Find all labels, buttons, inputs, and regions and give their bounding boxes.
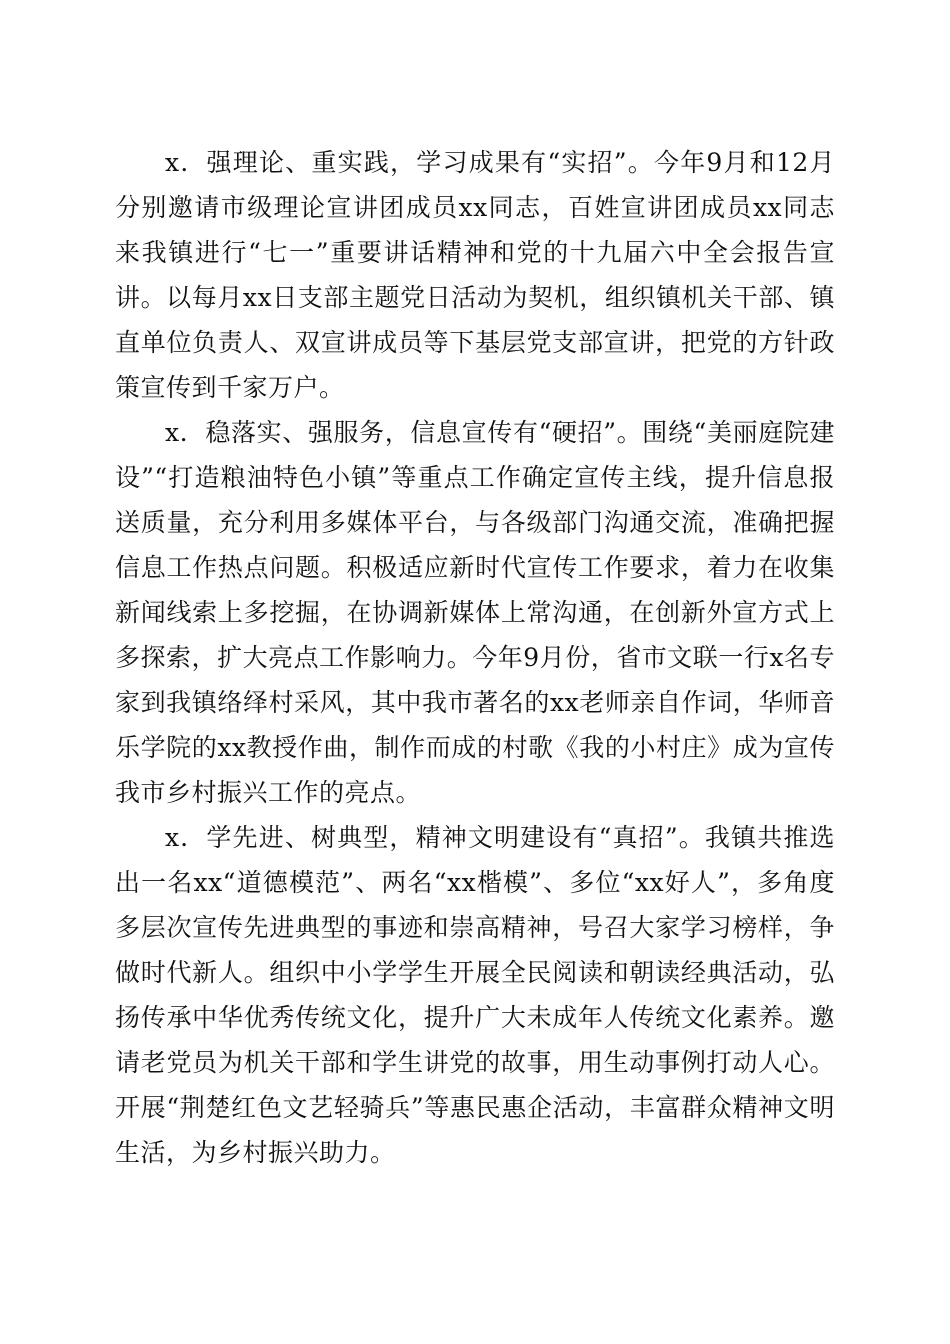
paragraph-spiritual-civilization: x．学先进、树典型，精神文明建设有“真招”。我镇共推选出一名xx“道德模范”、两名“xx楷模”、多位“xx好人”，多角度多层次宣传先进典型的事迹和崇高精神，号召大家学习榜样，争做时代新人。组织中小学学生开展全民阅读和朝读经典活动，弘扬传承中华优秀传统文化，提升广大未成年人传统文化素养。邀请老党员为机关干部和学生讲党的故事，用生动事例打动人心。开展“荆楚红色文艺轻骑兵”等惠民惠企活动，丰富群众精神文明生活，为乡村振兴助力。 (115, 823, 835, 1167)
paragraph-theory-practice: x．强理论、重实践，学习成果有“实招”。今年9月和12月分别邀请市级理论宣讲团成员xx同志，百姓宣讲团成员xx同志来我镇进行“七一”重要讲话精神和党的十九届六中全会报告宣讲。以每月xx日支部主题党日活动为契机，组织镇机关干部、镇直单位负责人、双宣讲成员等下基层党支部宣讲，把党的方针政策宣传到千家万户。 (115, 148, 835, 402)
document-body (115, 140, 835, 1175)
paragraph-information-publicity: x．稳落实、强服务，信息宣传有“硬招”。围绕“美丽庭院建设”“打造粮油特色小镇”等重点工作确定宣传主线，提升信息报送质量，充分利用多媒体平台，与各级部门沟通交流，准确把握信息工作热点问题。积极适应新时代宣传工作要求，着力在收集新闻线索上多挖掘，在协调新媒体上常沟通，在创新外宣方式上多探索，扩大亮点工作影响力。今年9月份，省市文联一行x名专家到我镇络绎村采风，其中我市著名的xx老师亲自作词，华师音乐学院的xx教授作曲，制作而成的村歌《我的小村庄》成为宣传我市乡村振兴工作的亮点。 (115, 418, 835, 807)
